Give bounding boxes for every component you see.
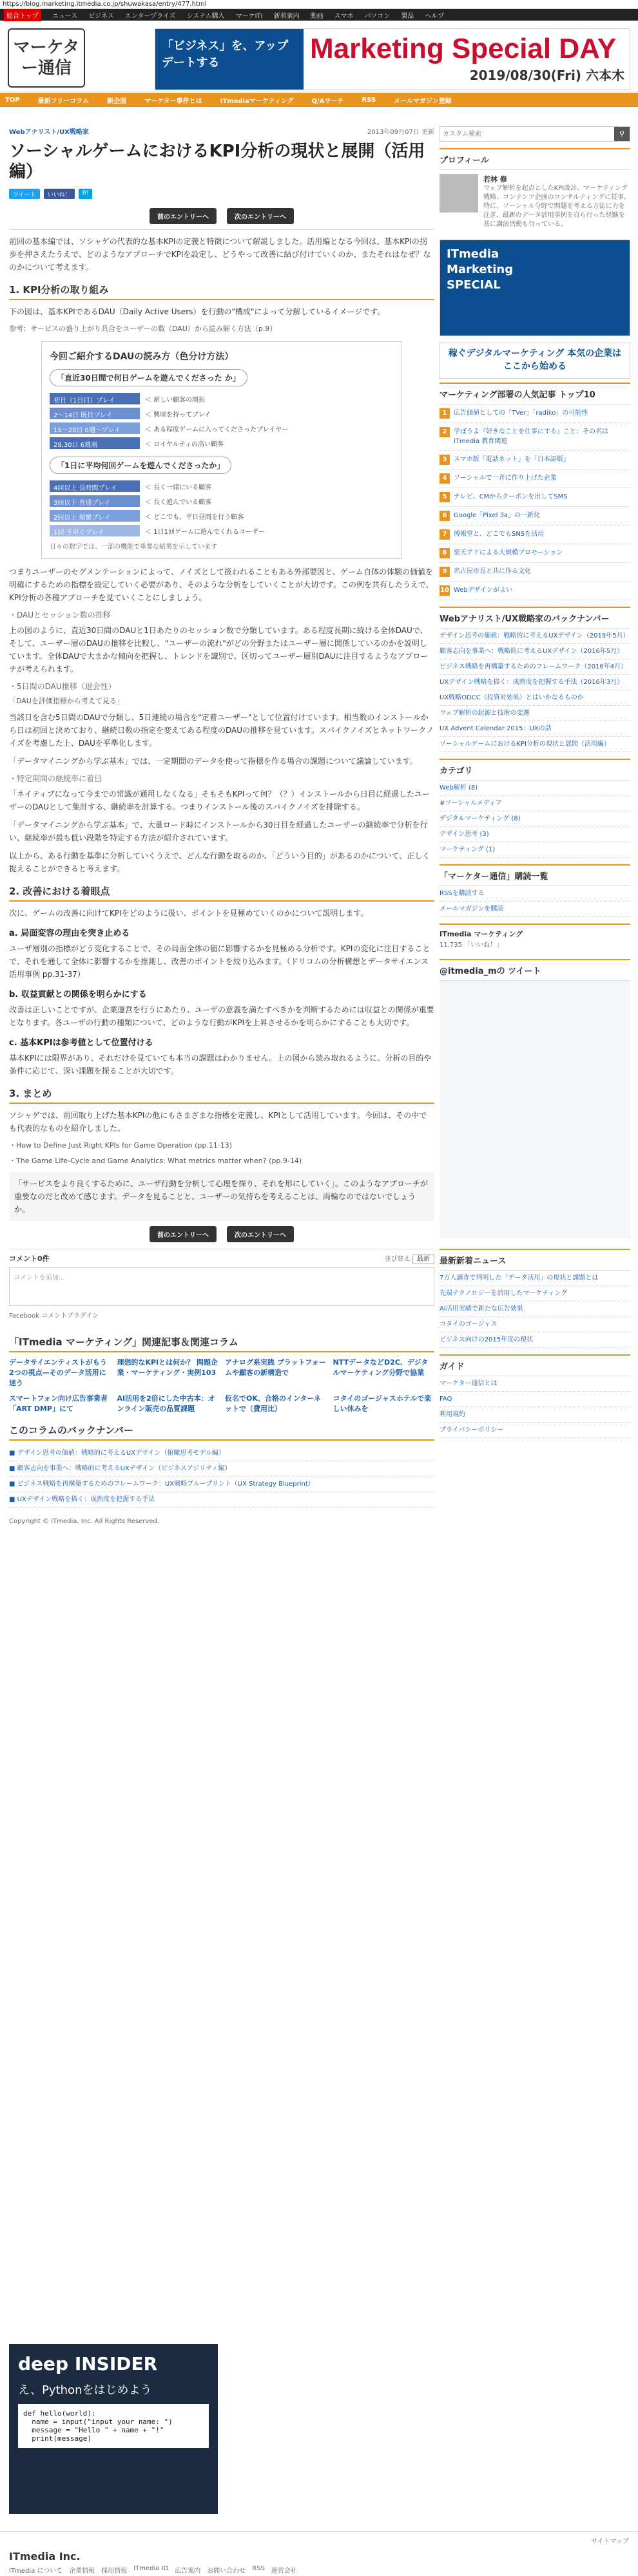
breadcrumb[interactable]: Webアナリスト/UX戦略家: [9, 129, 89, 136]
figure-row-label: 29,30日 6週割: [50, 437, 140, 449]
figure-row: [50, 509, 394, 522]
ranking-title[interactable]: Webデザインがよい: [454, 587, 513, 594]
ranking-number: 6: [440, 511, 450, 521]
category-nav-item[interactable]: 新企画: [107, 97, 127, 105]
share-button[interactable]: ツイート: [9, 189, 40, 199]
section-heading-1: 1. KPI分析の取り組み: [9, 283, 434, 300]
section-heading-2: 2. 改善における着眼点: [9, 884, 434, 902]
search-icon[interactable]: ⚲: [614, 127, 630, 141]
section-heading-3: 3. まとめ: [9, 1086, 434, 1104]
news-item[interactable]: コタイのゴージャス: [440, 1317, 630, 1332]
top-nav-item[interactable]: 動画: [310, 12, 324, 20]
subheading-a: a. 局面変容の理由を突き止める: [9, 929, 130, 938]
news-item[interactable]: 先端テクノロジーを活用したマーケティング: [440, 1286, 630, 1302]
figure-row-text: ＜ 長く一緒にいる顧客: [145, 484, 212, 491]
category-nav-item[interactable]: TOP: [5, 96, 20, 104]
related-article[interactable]: データサイエンティストがもう2つの視点—そのデータ活用に迷う: [9, 1358, 107, 1387]
search-box: [440, 126, 630, 142]
sort-label: 並び替え: [384, 1256, 411, 1263]
guide-link[interactable]: プライバシーポリシー: [440, 1423, 630, 1438]
paragraph: 以上から、ある行動を基準に分析していくうえで、どんな行動を取るのか、「どういう目的」があるのかについて、正しく捉えることができると考えます。: [9, 851, 430, 873]
ranking-title[interactable]: スマホ版「電話ネット」を「日本語版」: [454, 456, 570, 463]
top-nav-item[interactable]: マーケITI: [235, 12, 263, 20]
top-nav-item[interactable]: エンタープライズ: [124, 12, 176, 20]
sidebar-ad-text[interactable]: 稼ぐデジタルマーケティング 本気の企業はここから始める: [440, 343, 630, 379]
figure-row: [50, 495, 394, 507]
ranking-number: 9: [440, 567, 450, 577]
footer-link[interactable]: ITmedia について: [9, 2568, 63, 2575]
related-article[interactable]: AI活用を2倍にした中古本：オンライン販売の品質課題: [117, 1394, 215, 1413]
ranking-title[interactable]: 学ぼうよ『好きなことを仕事にする』こと：その名は ITmedia 教育関連: [454, 428, 608, 445]
subheading-c: c. 基本KPIは参考値として位置付ける: [9, 1038, 153, 1048]
paragraph: つまりユーザーのセグメンテーションによって、ノイズとして扱われることもある外部要因と、ゲーム自体の体験の価値を明確にするための指標を設定していく必要があり、そのような分析をしていくことが大切です。この例を共有したうえで、KPI分析の各種アプローチを見ていくことにしましょう。: [9, 567, 434, 602]
ranking-number: 8: [440, 548, 450, 558]
news-item[interactable]: 7万人調査で判明した「データ活用」の現状と課題とは: [440, 1271, 630, 1286]
ranking-item[interactable]: [440, 526, 630, 544]
sidebar-ad[interactable]: ITmedia Marketing SPECIAL: [440, 240, 630, 336]
subscribe-link[interactable]: メールマガジンを購読: [440, 902, 630, 917]
banner-ad[interactable]: [155, 28, 630, 90]
category-nav-item[interactable]: メールマガジン登録: [394, 97, 452, 105]
reference-link[interactable]: ・How to Define Just Right KPIs for Game Operation (pp.11-13): [9, 1141, 233, 1150]
prev-entry-button[interactable]: 前のエントリーへ: [150, 208, 217, 224]
figure-question-2: 「1日に平均何回ゲームを遊んでくださったか」: [50, 457, 231, 474]
related-article[interactable]: NTTデータなどD2C、デジタルマーケティング分野で協業: [333, 1358, 429, 1377]
ranking-number: 1: [440, 408, 450, 419]
top-nav: [0, 9, 638, 21]
related-article[interactable]: アナログ系実践 プラットフォームや顧客の新構造で: [225, 1358, 326, 1377]
reference-link[interactable]: ・The Game Life-Cycle and Game Analytics: What metrics matter when? (pp.9-14): [9, 1157, 302, 1165]
figure-row-text: ＜ ある程度ゲームに入ってくださったプレイヤー: [145, 426, 289, 433]
banner-left: 「ビジネス」を、アップデートする: [155, 29, 304, 90]
category-link[interactable]: デザイン思考 (3): [440, 827, 630, 842]
ranking-item[interactable]: [440, 423, 630, 451]
header: [0, 21, 638, 91]
ranking-item[interactable]: [440, 488, 630, 507]
deep-sub: え、Pythonをはじめよう: [18, 2383, 152, 2397]
ranking-title[interactable]: ソーシャルで一斉に作り上げた企業: [454, 475, 557, 482]
post-date: 2013年09月07日 更新: [367, 129, 434, 136]
ranking-number: 4: [440, 473, 450, 484]
quote: 「サービスをより良くするために、ユーザ行動を分析して心理を探り、それを形にしていく」。このようなアプローチが重要なのだと改めて感じます。データを見ることと、ユーザーの気持ちを考えることは、両輪なのではないでしょうか。: [9, 1172, 434, 1221]
figure-row-label: 1回 手早くプレイ: [50, 525, 140, 536]
paragraph: 当該日を含む5日間のDAUで分類し、5日連続の場合を"定着ユーザー"として位置付けています。相当数のインストールから日は初回と決めており、継続日数の指定を変えてある程度のDAUの推移を見ています。スパイクノイズとネットワークノイズを考慮した上、DAUを平準化します。: [9, 713, 434, 748]
ranking-item[interactable]: [440, 544, 630, 563]
ranking-number: 2: [440, 427, 450, 437]
column-item[interactable]: デザイン思考の価値：戦略的に考えるUXデザイン（2019年5月）: [440, 629, 630, 644]
subsection-label: ・5日間のDAU推移（退会性）: [9, 682, 116, 691]
sort-select[interactable]: 最新: [412, 1255, 434, 1264]
figure-row-text: ＜ 長く遊んでいる顧客: [145, 498, 212, 506]
news-item[interactable]: ビジネス向けの2015年度の現状: [440, 1332, 630, 1348]
comment-input[interactable]: コメントを追加...: [9, 1267, 434, 1306]
category-nav: [0, 93, 638, 107]
ranking-title[interactable]: テレビ、CMからクーポンを出してSMS: [454, 493, 568, 500]
next-entry-button[interactable]: 次のエントリーへ: [227, 1226, 294, 1242]
deep-code: def hello(world): name = input("input your name: ") message = "Hello " + name + "!" print(message): [18, 2404, 209, 2448]
figure-row-text: ＜ 1日1回ゲームに遊んでくれるユーザー: [145, 528, 265, 536]
figure-row-text: ＜ ロイヤルティの高い顧客: [145, 440, 224, 448]
search-input[interactable]: [440, 127, 614, 141]
profile-name: 若林 修: [483, 175, 507, 184]
top-nav-item[interactable]: ニュース: [52, 12, 78, 20]
column-item[interactable]: ソーシャルゲームにおけるKPI分析の現状と展開（活用編）: [440, 737, 630, 752]
figure-row-text: ＜ どこでも、平日昼間を行う顧客: [145, 513, 244, 521]
footer-logo[interactable]: ITmedia Inc.: [9, 2550, 81, 2562]
figure-caption: 日々の数字では、一部の機能で重要な結果を示しています: [50, 544, 217, 551]
backnumber-item[interactable]: ■ デザイン思考の価値：戦略的に考えるUXデザイン（俯瞰思考モデル編）: [9, 1446, 434, 1461]
column-item[interactable]: UX戦略ODCC（投資対効果）とはいかなるものか: [440, 690, 630, 706]
ranking-number: 7: [440, 529, 450, 540]
figure-row-label: 初日（1日目）プレイ: [50, 393, 140, 404]
backnumber-heading: このコラムのバックナンバー: [9, 1423, 434, 1441]
footer-link[interactable]: RSS: [252, 2565, 265, 2572]
figure-row-label: 3回以下 普通プレイ: [50, 495, 140, 507]
figure-question-1: 「直近30日間で何日ゲームを遊んでくださった か」: [50, 369, 247, 386]
paragraph: ユーザ層別の指標がどう変化することで、その局面全体の値に影響するかを見極める分析です。KPIの変化に注目することで、それを通して全体に影響するかを推測し、改善のポイントを絞り込みます。（ドリコムの分析構想とデータサイエンス活用事例 pp.31-37）: [9, 944, 430, 979]
ranking-title[interactable]: Google「Pixel 3a」の一新化: [454, 512, 541, 519]
guide-heading: ガイド: [440, 1356, 630, 1376]
main-content: [9, 126, 434, 1525]
figure-row: [50, 524, 394, 537]
figure-row: [50, 407, 394, 420]
footer-link[interactable]: 運営会社: [271, 2568, 297, 2575]
category-nav-item[interactable]: ITmediaマーケティング: [220, 97, 294, 105]
twitter-heading: @itmedia_mの ツイート: [440, 960, 630, 981]
paragraph: 下の図は、基本KPIであるDAU（Daily Active Users）を行動の"構成"によって分解しているイメージです。: [9, 307, 385, 316]
sitemap-link[interactable]: サイトマップ: [591, 2538, 629, 2545]
share-button[interactable]: いいね！: [44, 189, 75, 199]
comments-count: コメント0件: [9, 1255, 50, 1263]
related-article[interactable]: スマートフォン向け広告事業者「ART DMP」にて: [9, 1394, 108, 1413]
top-nav-item[interactable]: 新着案内: [273, 12, 300, 20]
ranking-number: 3: [440, 455, 450, 465]
profile-heading: プロフィール: [440, 149, 630, 170]
footer-link[interactable]: ITmedia ID: [133, 2565, 169, 2572]
top-nav-item[interactable]: ヘルプ: [425, 12, 445, 20]
facebook-page-name[interactable]: ITmedia マーケティング: [440, 930, 523, 938]
profile-desc: ウェブ解析を起点としたKPI設計、マーケティング戦略、コンテンツ企画のコンサルティングに従事。特に、ソーシャル分野で問題を考える方法に力を注ぎ、最新のデータ活用事例を自ら行った経験を基に講演活動も行っている。: [483, 185, 630, 228]
ranking-item[interactable]: [440, 469, 630, 488]
top-nav-item[interactable]: 製品: [401, 12, 414, 20]
ranking-title[interactable]: 博報堂と、どこでもSNSを活用: [454, 531, 545, 538]
news-heading: 最新新着ニュース: [440, 1250, 630, 1271]
figure-row-label: 2〜14日 既日プレイ: [50, 408, 140, 419]
category-nav-item[interactable]: 最新フリーコラム: [37, 97, 90, 105]
ranking-heading: マーケティング部署の人気記事 トップ10: [440, 384, 630, 404]
figure-row: [50, 392, 394, 405]
ranking-item[interactable]: [440, 582, 630, 600]
copyright: Copyright © ITmedia, Inc. All Rights Reserved.: [9, 1518, 159, 1525]
guide-link[interactable]: FAQ: [440, 1392, 630, 1407]
next-entry-button[interactable]: 次のエントリーへ: [227, 208, 294, 224]
ranking-number: 5: [440, 492, 450, 502]
column-item[interactable]: 顧客志向を事業へ：戦略的に考えるUXデザイン（2016年5月）: [440, 644, 630, 659]
facebook-plugin-label[interactable]: Facebook コメントプラグイン: [9, 1312, 99, 1320]
ranking-item[interactable]: [440, 404, 630, 423]
paragraph: ソシャゲでは、前回取り上げた基本KPIの他にもさまざまな指標を定義し、KPIとして活用しています。今回は、その中でも代表的なものを紹介しました。: [9, 1111, 427, 1133]
url-bar[interactable]: https://blog.marketing.itmedia.co.jp/shuwakasa/entry/477.html: [0, 0, 638, 9]
category-link[interactable]: マーケティング (1): [440, 842, 630, 858]
category-link[interactable]: #ソーシャルメディア: [440, 796, 630, 811]
share-button[interactable]: B!: [79, 189, 93, 199]
banner-title: Marketing Special DAY: [310, 33, 617, 64]
figure-row-label: 2回以上 頻繁プレイ: [50, 510, 140, 522]
column-item[interactable]: ビジネス戦略を再構築するためのフレームワーク（2016年4月）: [440, 659, 630, 675]
page-title: ソーシャルゲームにおけるKPI分析の現状と展開（活用編）: [9, 142, 425, 182]
category-nav-item[interactable]: マーケター事件とは: [144, 97, 202, 105]
subsection-label: ・DAUとセッション数の推移: [9, 611, 111, 620]
figure-row: [50, 480, 394, 493]
paragraph: 上の図のように、直近30日間のDAUと1日あたりのセッション数で分類しています。ある程度長期に続ける全体DAUで、そして、ユーザー層のDAUの推移を比較し、"ユーザーの流れ"がどの分野またはユーザー層に関係しているのかを説明しています。全体DAUで大まかな傾向を把握し、トレンドを識別で、区切ってユーザー層別DAUに注目するようなアプローチが考えられます。: [9, 626, 429, 674]
figure-title: 今回ご紹介するDAUの読み方（色分け方法）: [50, 352, 234, 362]
site-logo[interactable]: マーケター通信: [8, 28, 85, 88]
prev-entry-button[interactable]: 前のエントリーへ: [150, 1226, 217, 1242]
column-item[interactable]: ウェブ解析の起源と技術の変遷: [440, 706, 630, 721]
ranking-title[interactable]: 楽天アドによる大規模プロモーション: [454, 549, 563, 556]
top-nav-item[interactable]: パソコン: [364, 12, 391, 20]
ranking-item[interactable]: [440, 563, 630, 582]
top-nav-item[interactable]: スマホ: [334, 12, 354, 20]
ranking-number: 10: [440, 585, 450, 596]
related-article[interactable]: 仮名でOK、合格のインターネットで（費用比）: [225, 1394, 321, 1413]
top-nav-item[interactable]: 総合トップ: [4, 9, 41, 21]
footer-link[interactable]: 採用情報: [101, 2568, 128, 2575]
dau-figure: [41, 341, 402, 559]
column-item[interactable]: UX Advent Calendar 2015：UXの話: [440, 721, 630, 737]
backnumber-item[interactable]: ■ UXデザイン戦略を描く：成熟度を把握する手法: [9, 1492, 434, 1508]
figure-row: [50, 422, 394, 435]
banner-date: 2019/08/30(Fri) 六本木: [469, 68, 624, 83]
ranking-title[interactable]: 広告価値としての「TVer」「radiko」の可能性: [454, 410, 588, 417]
backnumber-item[interactable]: ■ ビジネス戦略を再構築するためのフレームワーク：UX戦略ブループリント（UX Strategy Blueprint）: [9, 1477, 434, 1492]
footer-link[interactable]: 広告案内: [175, 2568, 201, 2575]
figure-row-text: ＜ 新しい顧客の開拓: [145, 396, 206, 404]
figure-row-label: 4回以上 長時間プレイ: [50, 480, 140, 492]
ranking-item[interactable]: [440, 507, 630, 526]
reference-link[interactable]: 「DAUを評価指標から考えて見る」: [9, 697, 124, 705]
category-heading: カテゴリ: [440, 760, 630, 781]
subheading-b: b. 収益貢献との関係を明らかにする: [9, 990, 147, 999]
twitter-timeline[interactable]: [440, 981, 630, 1238]
paragraph: 基本KPIには限界があり、それだけを見ていても本当の課題はわかりません。上の図から読み取れるように、分析の目的や条件に応じて、深い課題を探ることが大切です。: [9, 1054, 432, 1075]
figure-row-text: ＜ 興味を持ってプレイ: [145, 411, 211, 419]
magazine-heading: 「マーケター通信」購読一覧: [440, 866, 630, 886]
news-item[interactable]: AI活用実績で新たな広告効果: [440, 1302, 630, 1317]
footer: [0, 2531, 638, 2576]
deep-title: deep INSIDER: [18, 2353, 158, 2374]
figure-row: [50, 437, 394, 450]
subscribe-link[interactable]: RSSを購読する: [440, 886, 630, 902]
guide-link[interactable]: 利用規約: [440, 1407, 630, 1423]
paragraph: 次に、ゲームの改善に向けてKPIをどのように扱い、ポイントを見極めていくのかについて説明します。: [9, 909, 369, 918]
related-article[interactable]: コタイのゴージャスホテルで楽しい休みを: [333, 1394, 432, 1413]
category-link[interactable]: Web解析 (8): [440, 781, 630, 796]
backnumber-item[interactable]: ■ 顧客志向を事業へ：戦略的に考えるUXデザイン（ビジネスアジリティ編）: [9, 1461, 434, 1477]
ranking-item[interactable]: [440, 451, 630, 469]
facebook-likes: 11,735 「いいね！」: [440, 942, 503, 949]
deep-insider-ad[interactable]: [9, 2344, 218, 2514]
column-item[interactable]: UXデザイン戦略を描く：成熟度を把握する手法（2016年3月）: [440, 675, 630, 690]
sidebar: [440, 126, 630, 1444]
figure-row-label: 15〜28日 6週〜プレイ: [50, 422, 140, 434]
related-article[interactable]: 理想的なKPIとは何か？ 問題企業・マーケティング・実例103: [117, 1358, 218, 1377]
paragraph: 「ネイティブになって今までの常識が通用しなくなる」そもそもKPIって何？（？）インストールから日目に経過したユーザーのDAUとして集計する、継続率を計算する。つまりインストール後のスパイクノイズを排除する。: [9, 790, 430, 811]
guide-link[interactable]: マーケター通信とは: [440, 1376, 630, 1392]
ranking-title[interactable]: 名古屋市長と共に作る文化: [454, 568, 531, 575]
category-nav-item[interactable]: RSS: [362, 96, 376, 104]
footer-link[interactable]: 企業情報: [69, 2568, 95, 2575]
column-backnumber-heading: Webアナリスト/UX戦略家のバックナンバー: [440, 608, 630, 629]
subsection-label: ・特定期間の継続率に着目: [9, 774, 102, 783]
reference-link[interactable]: 参考：サービスの盛り上がり具合をユーザーの数（DAU）から読み解く方法（p.9）: [9, 325, 277, 333]
paragraph: 「データマイニングから学ぶ基本」では、一定期間のデータを使って指標を作る場合の課題について議論しています。: [9, 757, 418, 766]
footer-link[interactable]: お問い合わせ: [207, 2568, 246, 2575]
related-heading: 「ITmedia マーケティング」関連記事＆関連コラム: [9, 1335, 434, 1352]
avatar: [440, 174, 478, 213]
category-nav-item[interactable]: Q/Aサーチ: [311, 97, 344, 105]
paragraph: 「データマイニングから学ぶ基本」で、大量ロード時にインストールから30日目を経過したユーザーの継続率で分析を行い、継続率が最も低い段階を特定する方法が紹介されています。: [9, 820, 428, 842]
top-nav-item[interactable]: ビジネス: [88, 12, 114, 20]
top-nav-item[interactable]: システム購入: [186, 12, 225, 20]
category-link[interactable]: デジタルマーケティング (8): [440, 811, 630, 827]
paragraph: 改善は正しいことですが、企業運営を行うにあたり、ユーザの意義を満たすべきかを判断するためには収益との関係が重要となります。各ユーザの行動の種類について、どのような行動がKPIを上昇させるかを明らかにすることも大切です。: [9, 1005, 434, 1027]
share-bar: [9, 189, 434, 199]
lead-text: 前回の基本編では、ソシャゲの代表的な基本KPIの定義と特徴について解説しました。活用編となる今回は、基本KPIの拐歩を押さえたうえで、どのようなアプローチでKPIを設定し、どうやって改善に結び付けていくのか、またそれはなぜ？なのかについて考えます。: [9, 229, 434, 274]
